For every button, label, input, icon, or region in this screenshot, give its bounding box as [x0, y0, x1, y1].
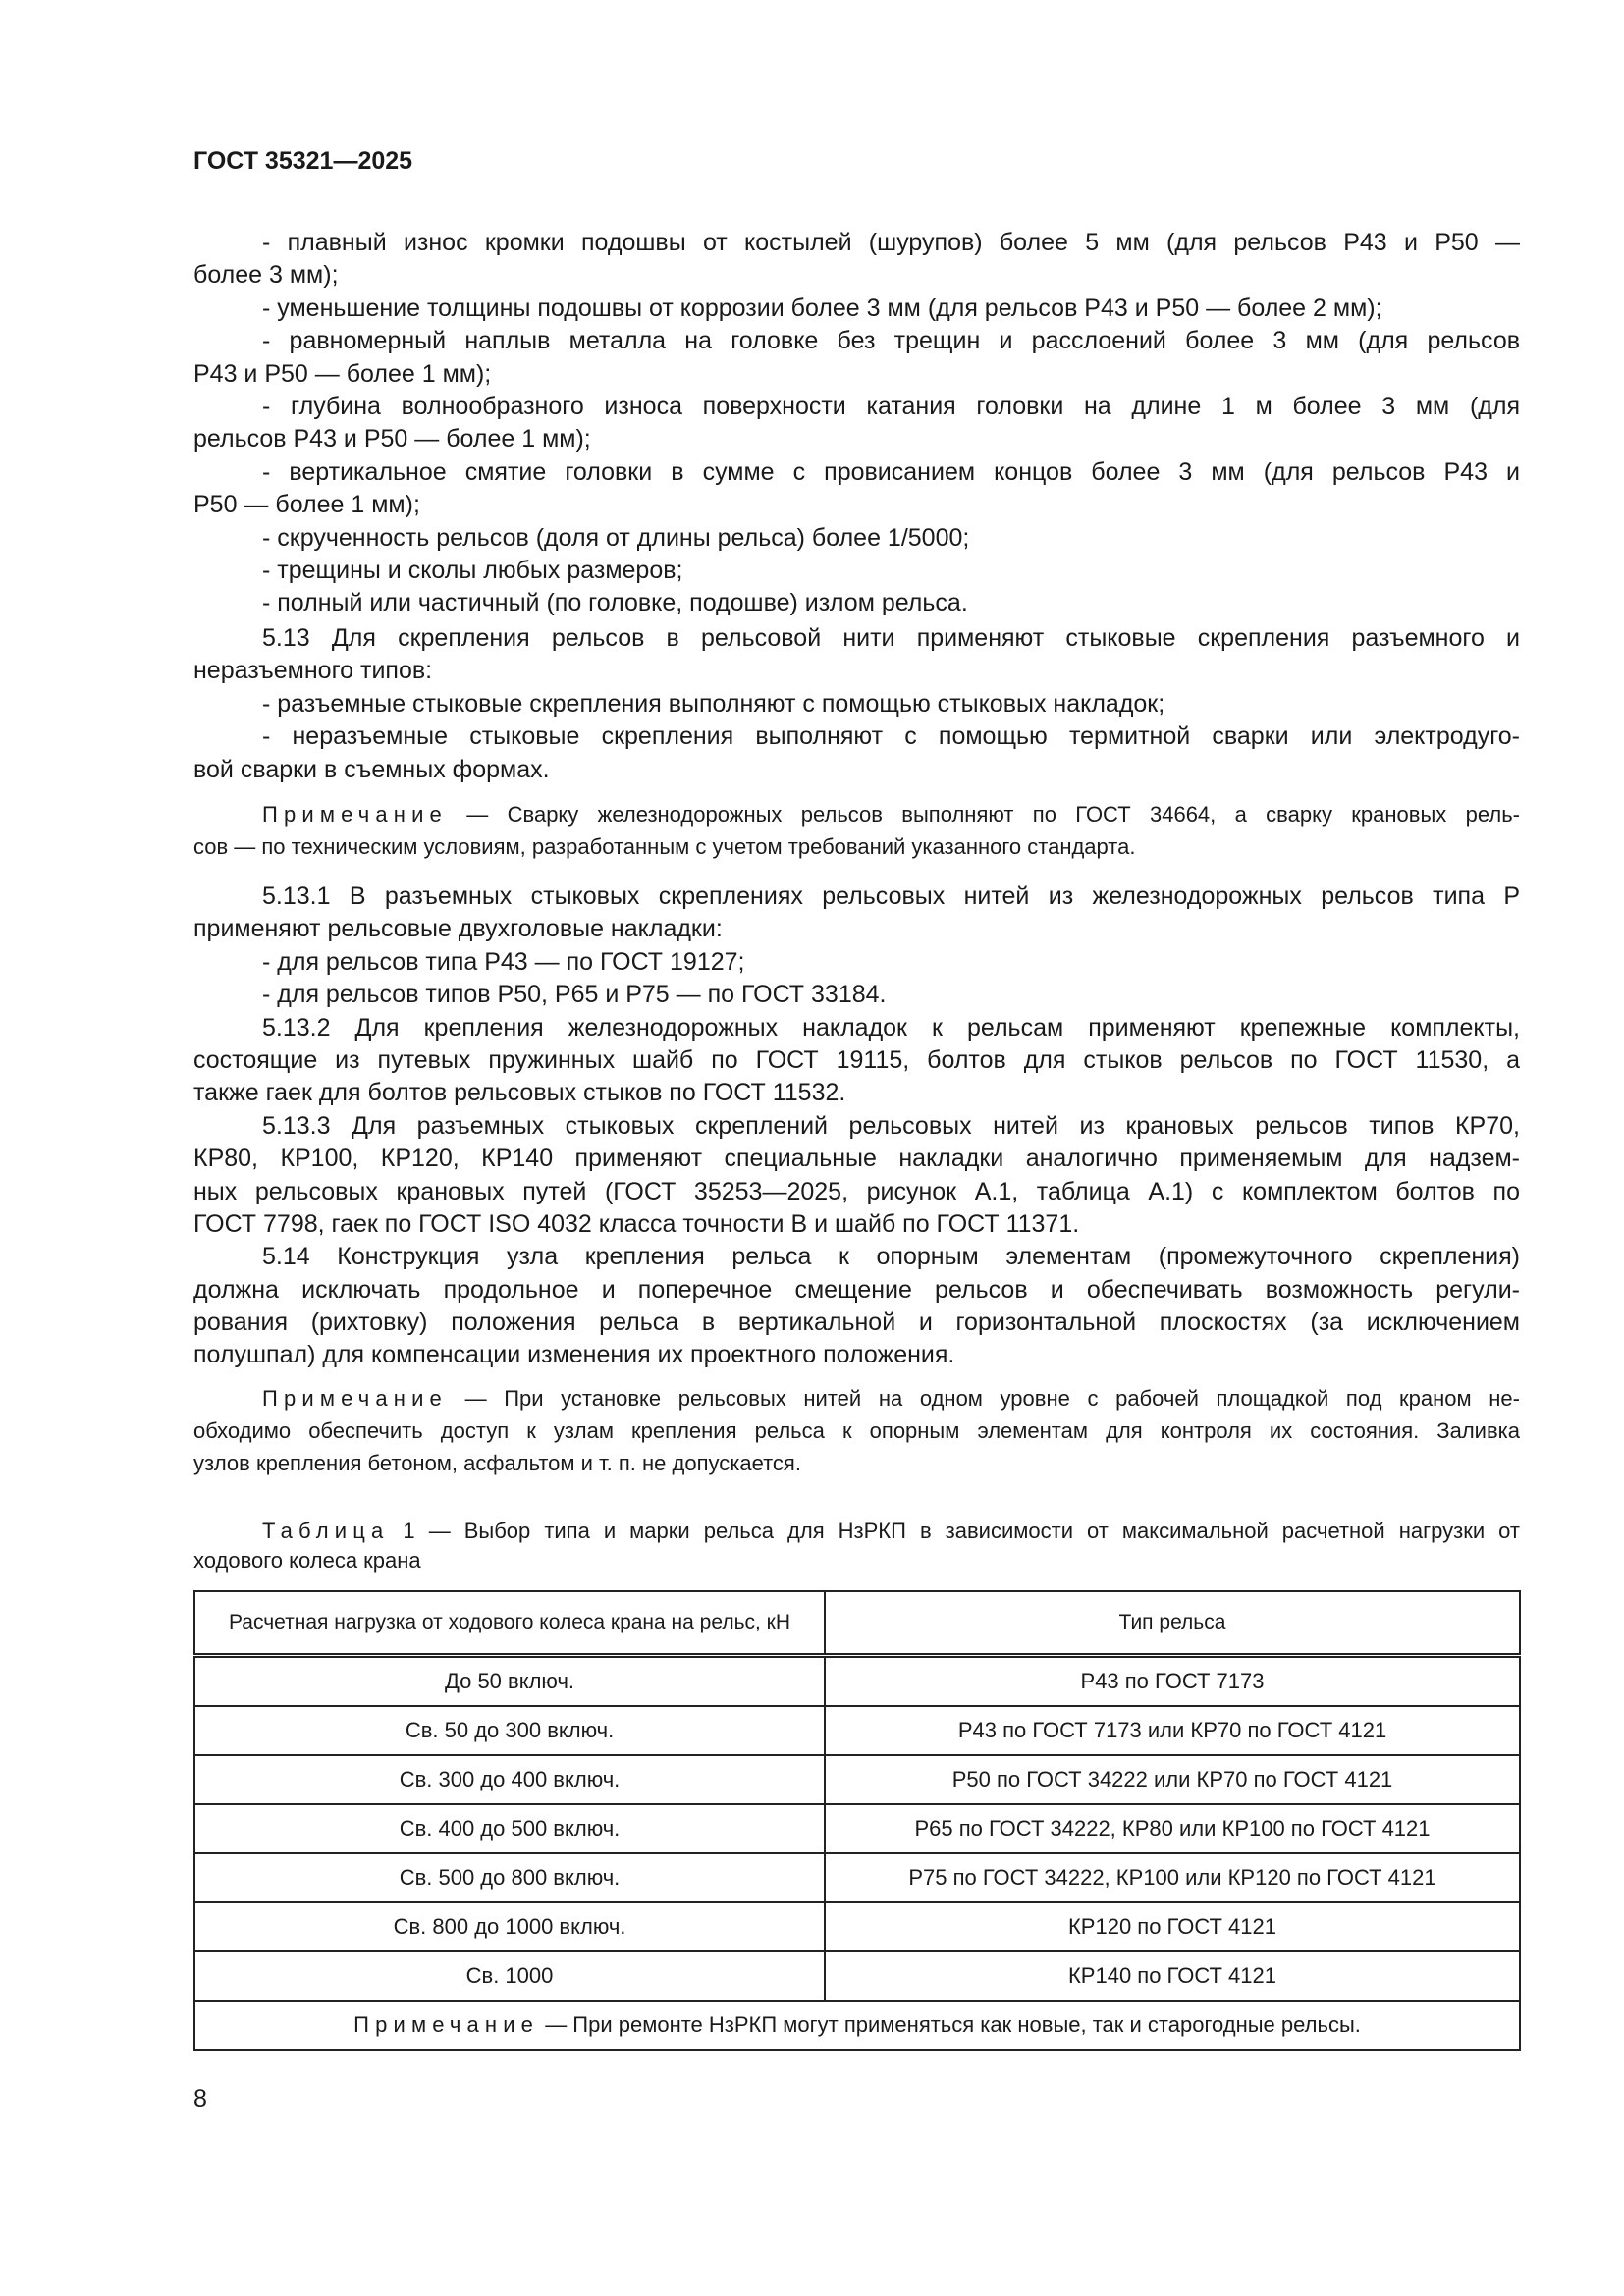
text-line: рования (рихтовку) положения рельса в вертикальной и горизонтальной плоскостях (за исключением [193, 1308, 1520, 1337]
text-line: КР80, КР100, КР120, КР140 применяют специальные накладки аналогично применяемым для надзем- [193, 1145, 1520, 1173]
text-line: - уменьшение толщины подошвы от коррозии более 3 мм (для рельсов Р43 и Р50 — более 2 мм); [262, 294, 1382, 322]
cell-rail-type: Р50 по ГОСТ 34222 или КР70 по ГОСТ 4121 [825, 1755, 1520, 1804]
text-line: более 3 мм); [193, 261, 339, 290]
table-row [194, 1706, 1520, 1755]
cell-rail-type: Р43 по ГОСТ 7173 [825, 1656, 1520, 1707]
paragraph [193, 1241, 1520, 1372]
table-note [194, 2001, 1520, 2050]
text-line: - разъемные стыковые скрепления выполняют с помощью стыковых накладок; [262, 689, 1165, 718]
column-header-load: Расчетная нагрузка от ходового колеса крана на рельс, кН [194, 1591, 825, 1656]
text-line: узлов крепления бетоном, асфальтом и т. п. не допускается. [193, 1451, 801, 1475]
paragraph [193, 721, 1520, 786]
note-paragraph [193, 1382, 1520, 1479]
text-line: - для рельсов типов Р50, Р65 и Р75 — по ГОСТ 33184. [262, 981, 887, 1009]
text-line: - равномерный наплыв металла на головке без трещин и расслоений более 3 мм (для рельсов [262, 327, 1520, 355]
note-welding [193, 798, 1520, 863]
text-line: Р43 и Р50 — более 1 мм); [193, 359, 492, 388]
text-line: вой сварки в съемных формах. [193, 755, 550, 783]
paragraph [193, 622, 1520, 688]
note-label: Примечание [262, 1386, 448, 1411]
cell-load: Св. 800 до 1000 включ. [194, 1902, 825, 1951]
text-line: - глубина волнообразного износа поверхности катания головки на длине 1 м более 3 мм (для [262, 392, 1520, 420]
paragraph [193, 587, 1520, 619]
text-line: - плавный износ кромки подошвы от костылей (шурупов) более 5 мм (для рельсов Р43 и Р50 — [262, 229, 1520, 256]
table-row [194, 1853, 1520, 1902]
text-line: ходового колеса крана [193, 1548, 421, 1573]
table-row [194, 1951, 1520, 2001]
paragraph [193, 946, 1520, 979]
cell-load: Св. 1000 [194, 1951, 825, 2001]
paragraph [193, 688, 1520, 721]
cell-load: Св. 300 до 400 включ. [194, 1755, 825, 1804]
paragraph [193, 979, 1520, 1011]
caption-label: Таблица [262, 1519, 390, 1543]
paragraph [193, 391, 1520, 456]
table-row [194, 1755, 1520, 1804]
cell-load: Св. 400 до 500 включ. [194, 1804, 825, 1853]
table-note-label: Примечание [353, 2012, 540, 2037]
paragraph [193, 293, 1520, 325]
table-caption [193, 1517, 1520, 1575]
cell-rail-type: Р75 по ГОСТ 34222, КР100 или КР120 по ГОСТ 4121 [825, 1853, 1520, 1902]
text-line: также гаек для болтов рельсовых стыков по ГОСТ 11532. [193, 1079, 846, 1107]
cell-rail-type: КР120 по ГОСТ 4121 [825, 1902, 1520, 1951]
paragraph [193, 1110, 1520, 1242]
note-rail-access [193, 1382, 1520, 1479]
text-line: - вертикальное смятие головки в сумме с провисанием концов более 3 мм (для рельсов Р43 и [262, 457, 1520, 486]
text-line: 5.13.2 Для крепления железнодорожных накладок к рельсам применяют крепежные комплекты, [262, 1013, 1520, 1041]
text-line: применяют рельсовые двухголовые накладки: [193, 915, 723, 943]
text-line [193, 1517, 1520, 1546]
text-line: неразъемного типов: [193, 657, 433, 685]
text-line: ГОСТ 7798, гаек по ГОСТ ISO 4032 класса точности В и шайб по ГОСТ 11371. [193, 1209, 1080, 1238]
rail-type-table [193, 1590, 1521, 2051]
note-paragraph [193, 798, 1520, 863]
paragraph [193, 325, 1520, 391]
cell-load: До 50 включ. [194, 1656, 825, 1707]
text-line: 5.13 Для скрепления рельсов в рельсовой нити применяют стыковые скрепления разъемного и [262, 624, 1520, 652]
caption-paragraph [193, 1517, 1520, 1575]
text-line: должна исключать продольное и поперечное смещение рельсов и обеспечивать возможность регули- [193, 1275, 1520, 1304]
text-line: - трещины и сколы любых размеров; [262, 556, 683, 584]
table-row [194, 1804, 1520, 1853]
paragraph [193, 881, 1520, 946]
paragraph [193, 227, 1520, 293]
note-label: Примечание [262, 802, 448, 827]
text-line: обходимо обеспечить доступ к узлам крепления рельса к опорным элементам для контроля их состояния. Заливка [193, 1418, 1520, 1443]
table-note-text: — При ремонте НзРКП могут применяться как новые, так и старогодные рельсы. [539, 2012, 1361, 2037]
table-row [194, 1902, 1520, 1951]
caption-text: 1 — Выбор типа и марки рельса для НзРКП в зависимости от максимальной расчетной нагрузки от [389, 1519, 1520, 1543]
text-line [193, 798, 1520, 830]
note-text: — При установке рельсовых нитей на одном уровне с рабочей площадкой под краном не- [447, 1386, 1520, 1411]
text-line: сов — по техническим условиям, разработанным с учетом требований указанного стандарта. [193, 834, 1136, 859]
paragraph [193, 522, 1520, 555]
text-line: рельсов Р43 и Р50 — более 1 мм); [193, 425, 591, 454]
text-line: состоящие из путевых пружинных шайб по ГОСТ 19115, болтов для стыков рельсов по ГОСТ 11530, а [193, 1045, 1520, 1074]
text-line: 5.14 Конструкция узла крепления рельса к опорным элементам (промежуточного скрепления) [262, 1243, 1520, 1271]
text-block-5-13 [193, 622, 1520, 786]
page-number: 8 [193, 2085, 207, 2112]
text-line: 5.13.1 В разъемных стыковых скреплениях рельсовых нитей из железнодорожных рельсов типа Р [262, 882, 1520, 910]
cell-load: Св. 50 до 300 включ. [194, 1706, 825, 1755]
table-note-row [194, 2001, 1520, 2050]
text-line: ных рельсовых крановых путей (ГОСТ 35253—2025, рисунок А.1, таблица А.1) с комплектом болтов по [193, 1177, 1520, 1205]
text-line: - полный или частичный (по головке, подошве) излом рельса. [262, 589, 968, 617]
paragraph [193, 555, 1520, 587]
paragraph [193, 1012, 1520, 1110]
document-code-header: ГОСТ 35321—2025 [193, 147, 413, 175]
cell-rail-type: КР140 по ГОСТ 4121 [825, 1951, 1520, 2001]
table-row [194, 1656, 1520, 1707]
text-line: - для рельсов типа Р43 — по ГОСТ 19127; [262, 947, 745, 976]
text-line: Р50 — более 1 мм); [193, 491, 420, 519]
note-text: — Сварку железнодорожных рельсов выполняют по ГОСТ 34664, а сварку крановых рель- [447, 802, 1520, 827]
text-block-rail-defects [193, 227, 1520, 620]
column-header-rail-type: Тип рельса [825, 1591, 1520, 1656]
text-line: - неразъемные стыковые скрепления выполняют с помощью термитной сварки или электродуго- [262, 722, 1520, 751]
cell-load: Св. 500 до 800 включ. [194, 1853, 825, 1902]
text-line [193, 1382, 1520, 1415]
paragraph [193, 456, 1520, 522]
text-block-5-13-1-to-5-14 [193, 881, 1520, 1372]
text-line: полушпал) для компенсации изменения их проектного положения. [193, 1341, 955, 1369]
cell-rail-type: Р65 по ГОСТ 34222, КР80 или КР100 по ГОСТ 4121 [825, 1804, 1520, 1853]
text-line: 5.13.3 Для разъемных стыковых скреплений рельсовых нитей из крановых рельсов типов КР70, [262, 1111, 1520, 1140]
table-header-row [194, 1591, 1520, 1656]
text-line: - скрученность рельсов (доля от длины рельса) более 1/5000; [262, 523, 970, 552]
cell-rail-type: Р43 по ГОСТ 7173 или КР70 по ГОСТ 4121 [825, 1706, 1520, 1755]
